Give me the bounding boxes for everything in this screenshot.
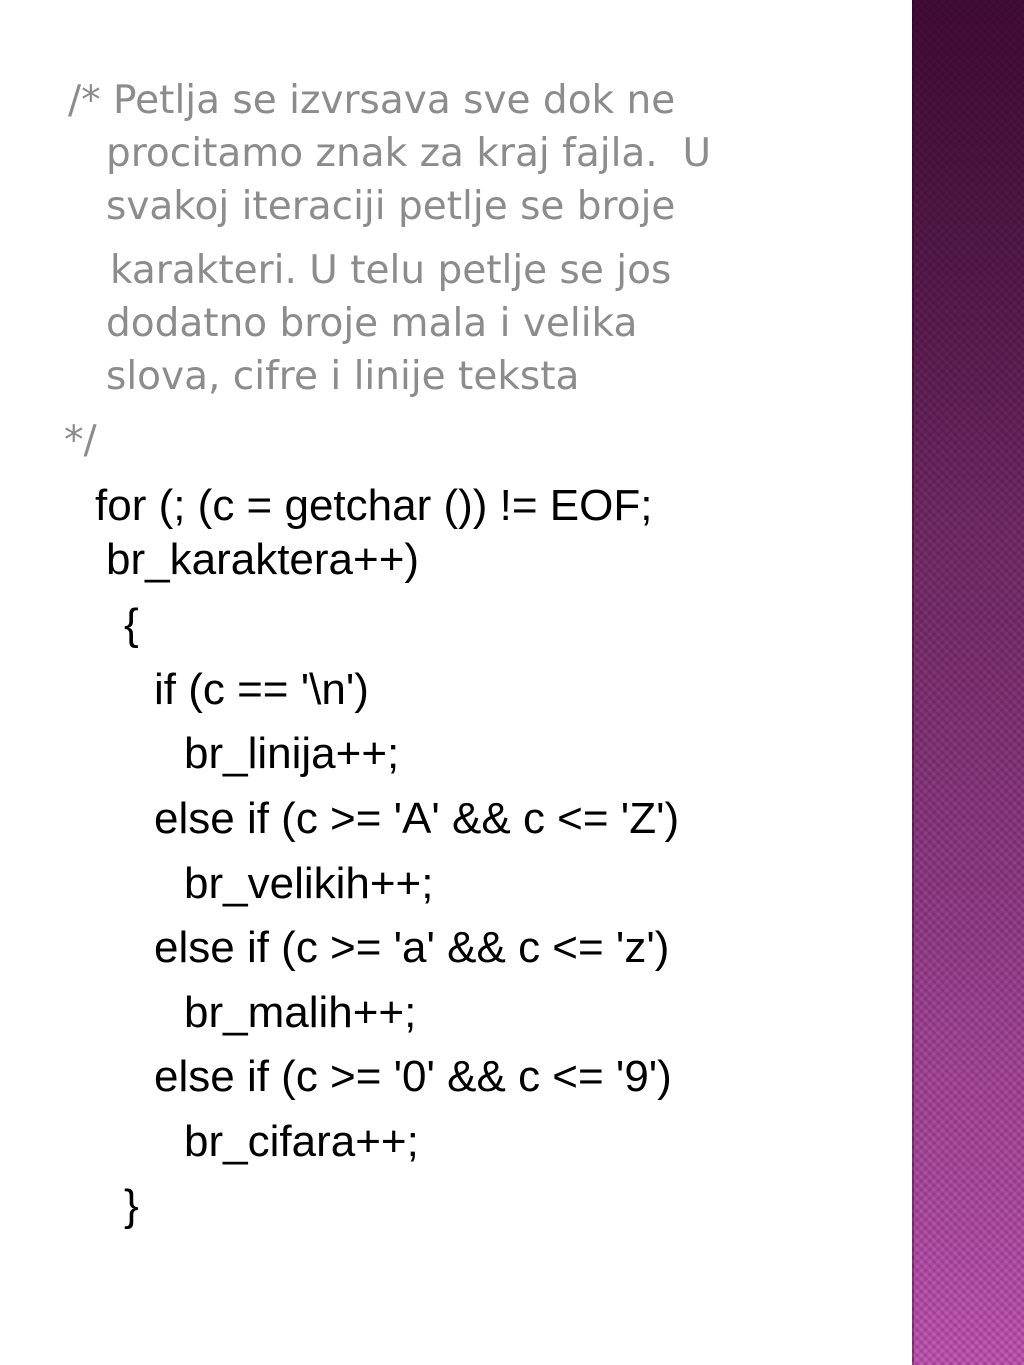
comment-line: karakteri. U telu petlje se jos (110, 248, 672, 293)
code-line: else if (c >= 'a' && c <= 'z') (154, 923, 670, 972)
comment-line: slova, cifre i linije teksta (106, 354, 580, 399)
code-line: } (124, 1181, 139, 1230)
code-line: br_karaktera++) (106, 535, 420, 584)
comment-line: svakoj iteraciji petlje se broje (106, 184, 676, 229)
comment-line: dodatno broje mala i velika (106, 301, 638, 346)
comment-line: */ (64, 418, 97, 463)
code-line: else if (c >= 'A' && c <= 'Z') (154, 794, 680, 843)
decorative-sidebar (912, 0, 1024, 1365)
code-line: { (124, 600, 139, 649)
comment-line: procitamo znak za kraj fajla. U (106, 131, 712, 176)
code-line: br_malih++; (184, 988, 417, 1037)
code-line: if (c == '\n') (154, 665, 369, 714)
sidebar-divider (912, 0, 914, 1365)
comment-line: /* Petlja se izvrsava sve dok ne (68, 78, 676, 123)
code-line: br_velikih++; (184, 859, 434, 908)
code-line: for (; (c = getchar ()) != EOF; (95, 481, 653, 530)
code-line: br_linija++; (184, 729, 400, 778)
code-line: else if (c >= '0' && c <= '9') (154, 1052, 672, 1101)
code-line: br_cifara++; (184, 1117, 419, 1166)
